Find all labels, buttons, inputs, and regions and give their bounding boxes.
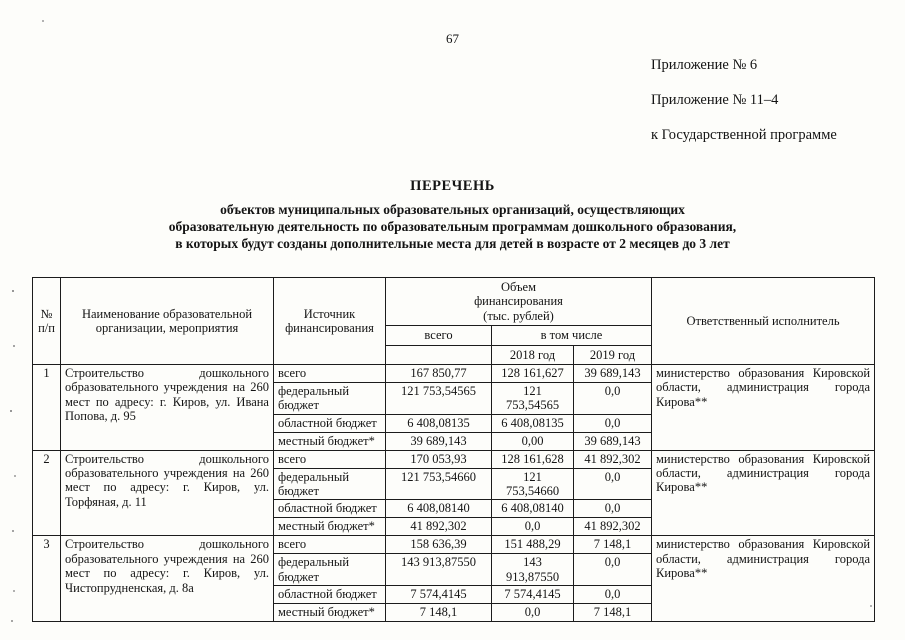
cell-total: 6 408,08140 <box>386 500 492 518</box>
table-row-item2-total <box>33 450 875 468</box>
cell-2019: 39 689,143 <box>574 364 652 382</box>
cell-executor: министерство образования Кировской области, администрация города Кирова** <box>652 364 875 450</box>
cell-2019: 7 148,1 <box>574 604 652 622</box>
cell-2018: 121 753,54565 <box>492 382 574 414</box>
header-year-2019: 2019 год <box>574 345 652 364</box>
cell-total: 121 753,54660 <box>386 468 492 500</box>
cell-2019: 41 892,302 <box>574 450 652 468</box>
cell-2018: 151 488,29 <box>492 536 574 554</box>
cell-budget-source: федеральный бюджет <box>274 554 386 586</box>
cell-row-number: 2 <box>33 450 61 536</box>
cell-executor: министерство образования Кировской области, администрация города Кирова** <box>652 450 875 536</box>
cell-2019: 0,0 <box>574 500 652 518</box>
header-including: в том числе <box>492 326 652 345</box>
cell-budget-source: федеральный бюджет <box>274 468 386 500</box>
cell-total: 121 753,54565 <box>386 382 492 414</box>
cell-2019: 0,0 <box>574 414 652 432</box>
table-body <box>33 364 875 621</box>
cell-total: 7 574,4145 <box>386 586 492 604</box>
cell-executor: министерство образования Кировской области, администрация города Кирова** <box>652 536 875 622</box>
cell-total: 143 913,87550 <box>386 554 492 586</box>
table-row-item3-total <box>33 536 875 554</box>
cell-2019: 39 689,143 <box>574 432 652 450</box>
header-org-name: Наименование образовательной организации, мероприятия <box>61 278 274 365</box>
table-row-item1-total <box>33 364 875 382</box>
header-row-1 <box>33 278 875 326</box>
financing-table <box>32 277 875 622</box>
cell-2018: 121 753,54660 <box>492 468 574 500</box>
title-block <box>0 178 905 252</box>
cell-total: 7 148,1 <box>386 604 492 622</box>
cell-2019: 41 892,302 <box>574 518 652 536</box>
cell-2018: 0,0 <box>492 604 574 622</box>
cell-2019: 0,0 <box>574 586 652 604</box>
header-funding-volume <box>386 278 652 326</box>
table-header <box>33 278 875 365</box>
cell-budget-source: местный бюджет* <box>274 604 386 622</box>
cell-2019: 0,0 <box>574 382 652 414</box>
cell-budget-source: всего <box>274 364 386 382</box>
document-title: ПЕРЕЧЕНЬ <box>410 178 495 194</box>
cell-2019: 0,0 <box>574 468 652 500</box>
header-total: всего <box>386 326 492 345</box>
header-num: № п/п <box>33 278 61 365</box>
appendix-line-2: Приложение № 11–4 <box>651 92 779 108</box>
scan-artifacts <box>12 290 14 292</box>
document-subtitle-line-1: объектов муниципальных образовательных организаций, осуществляющих <box>220 202 685 217</box>
header-funding-volume-line-3: (тыс. рублей) <box>483 308 554 323</box>
cell-budget-source: местный бюджет* <box>274 432 386 450</box>
cell-budget-source: всего <box>274 536 386 554</box>
cell-total: 6 408,08135 <box>386 414 492 432</box>
cell-budget-source: местный бюджет* <box>274 518 386 536</box>
cell-total: 170 053,93 <box>386 450 492 468</box>
cell-2018: 0,0 <box>492 518 574 536</box>
cell-org-name: Строительство дошкольного образовательного учреждения на 260 мест по адресу: г. Киров, ул. Ивана Попова, д. 95 <box>61 364 274 450</box>
cell-2018: 128 161,627 <box>492 364 574 382</box>
cell-org-name: Строительство дошкольного образовательного учреждения на 260 мест по адресу: г. Киров, ул. Чистопрудненская, д. 8а <box>61 536 274 622</box>
header-funding-volume-line-1: Объем <box>501 280 536 294</box>
cell-2019: 7 148,1 <box>574 536 652 554</box>
header-year-2018: 2018 год <box>492 345 574 364</box>
appendix-line-1: Приложение № 6 <box>651 57 758 73</box>
page-number: 67 <box>446 31 459 46</box>
cell-total: 39 689,143 <box>386 432 492 450</box>
cell-budget-source: федеральный бюджет <box>274 382 386 414</box>
cell-2018: 143 913,87550 <box>492 554 574 586</box>
cell-2018: 6 408,08140 <box>492 500 574 518</box>
cell-org-name: Строительство дошкольного образовательного учреждения на 260 мест по адресу: г. Киров, ул. Торфяная, д. 11 <box>61 450 274 536</box>
cell-total: 41 892,302 <box>386 518 492 536</box>
header-executor: Ответственный исполнитель <box>652 278 875 365</box>
cell-budget-source: областной бюджет <box>274 586 386 604</box>
cell-row-number: 1 <box>33 364 61 450</box>
cell-2018: 6 408,08135 <box>492 414 574 432</box>
cell-budget-source: всего <box>274 450 386 468</box>
cell-2018: 128 161,628 <box>492 450 574 468</box>
cell-2019: 0,0 <box>574 554 652 586</box>
cell-2018: 0,00 <box>492 432 574 450</box>
appendix-line-3: к Государственной программе <box>651 127 837 143</box>
cell-2018: 7 574,4145 <box>492 586 574 604</box>
cell-row-number: 3 <box>33 536 61 622</box>
cell-total: 158 636,39 <box>386 536 492 554</box>
cell-total: 167 850,77 <box>386 364 492 382</box>
document-subtitle-line-3: в которых будут созданы дополнительные места для детей в возрасте от 2 месяцев до 3 лет <box>175 236 730 251</box>
cell-budget-source: областной бюджет <box>274 500 386 518</box>
cell-budget-source: областной бюджет <box>274 414 386 432</box>
header-total-spacer <box>386 345 492 364</box>
appendix-block <box>651 58 837 163</box>
header-funding-volume-line-2: финансирования <box>474 294 563 309</box>
header-funding-source: Источник финансирования <box>274 278 386 365</box>
document-subtitle-line-2: образовательную деятельность по образовательным программам дошкольного образования, <box>168 219 737 234</box>
